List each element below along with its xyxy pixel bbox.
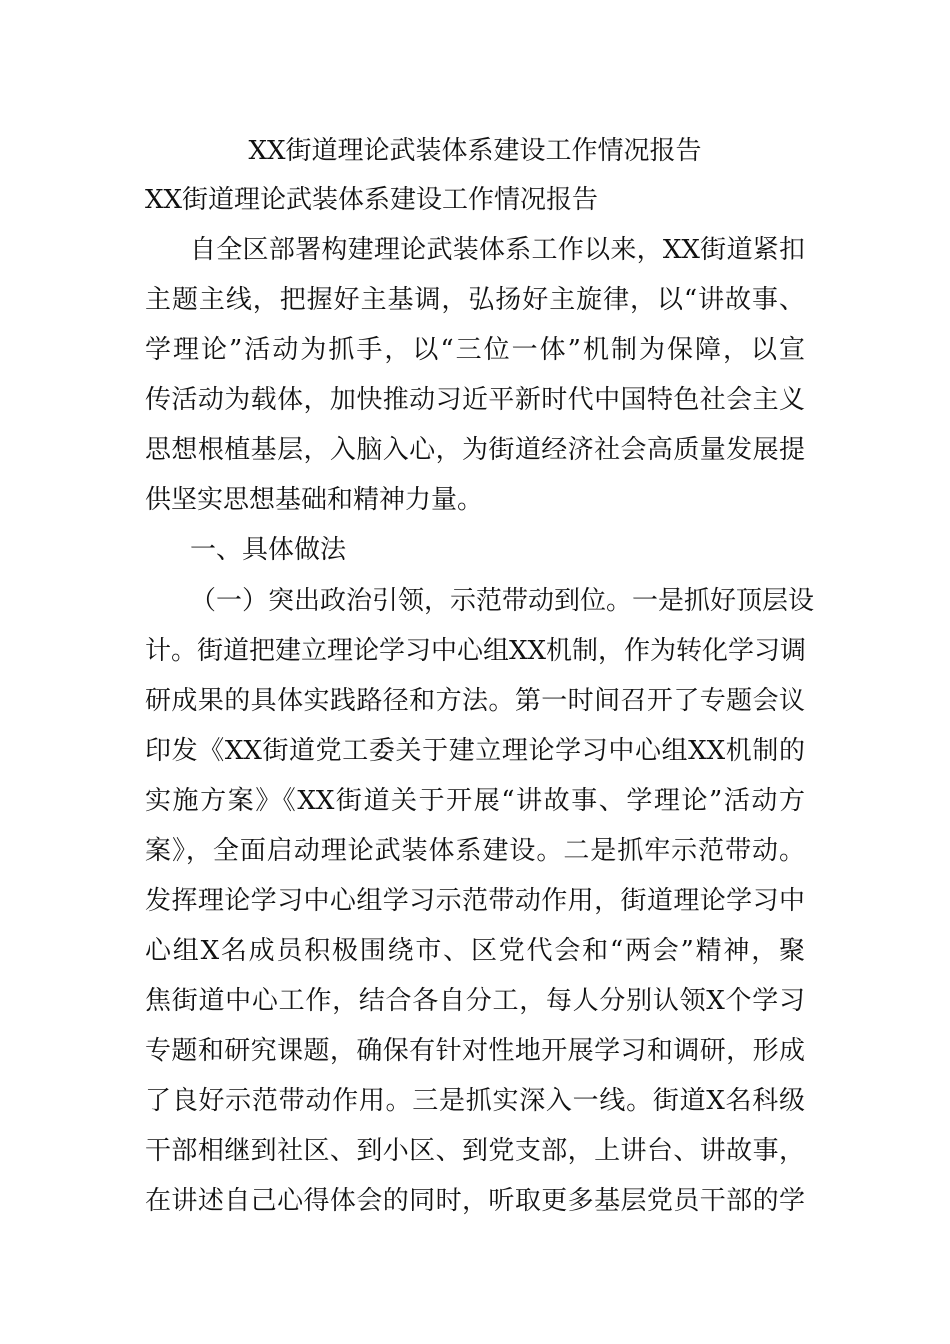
paragraph-line: 印发《XX街道党工委关于建立理论学习中心组XX机制的 bbox=[145, 736, 805, 766]
paragraph-line: 了良好示范带动作用。三是抓实深入一线。街道X名科级 bbox=[145, 1086, 805, 1116]
paragraph-line: 研成果的具体实践路径和方法。第一时间召开了专题会议 bbox=[145, 686, 805, 716]
paragraph-line: 心组X名成员积极围绕市、区党代会和“两会”精神，聚 bbox=[145, 936, 805, 966]
paragraph-line: 实施方案》《XX街道关于开展“讲故事、学理论”活动方 bbox=[145, 786, 805, 816]
paragraph-line: 在讲述自己心得体会的同时，听取更多基层党员干部的学 bbox=[145, 1186, 805, 1216]
paragraph-line: 自全区部署构建理论武装体系工作以来，XX街道紧扣 bbox=[190, 235, 805, 265]
paragraph-line: 主题主线，把握好主基调，弘扬好主旋律，以“讲故事、 bbox=[145, 285, 805, 315]
paragraph-line: 发挥理论学习中心组学习示范带动作用，街道理论学习中 bbox=[145, 886, 805, 916]
paragraph-line: 专题和研究课题，确保有针对性地开展学习和调研，形成 bbox=[145, 1036, 805, 1066]
paragraph-line: 学理论”活动为抓手，以“三位一体”机制为保障，以宣 bbox=[145, 335, 805, 365]
document-subtitle: XX街道理论武装体系建设工作情况报告 bbox=[145, 185, 599, 215]
paragraph-line: 传活动为载体，加快推动习近平新时代中国特色社会主义 bbox=[145, 385, 805, 415]
paragraph-line: 干部相继到社区、到小区、到党支部，上讲台、讲故事， bbox=[145, 1136, 805, 1166]
paragraph-line: 计。街道把建立理论学习中心组XX机制，作为转化学习调 bbox=[145, 636, 807, 666]
document-title: XX街道理论武装体系建设工作情况报告 bbox=[248, 136, 702, 166]
paragraph-line: （一）突出政治引领，示范带动到位。一是抓好顶层设 bbox=[190, 586, 815, 616]
paragraph-line: 案》，全面启动理论武装体系建设。二是抓牢示范带动。 bbox=[145, 836, 805, 866]
section-heading: 一、具体做法 bbox=[190, 535, 347, 565]
paragraph-line: 供坚实思想基础和精神力量。 bbox=[145, 485, 484, 515]
paragraph-line: 焦街道中心工作，结合各自分工，每人分别认领X个学习 bbox=[145, 986, 805, 1016]
paragraph-line: 思想根植基层，入脑入心，为街道经济社会高质量发展提 bbox=[145, 435, 805, 465]
